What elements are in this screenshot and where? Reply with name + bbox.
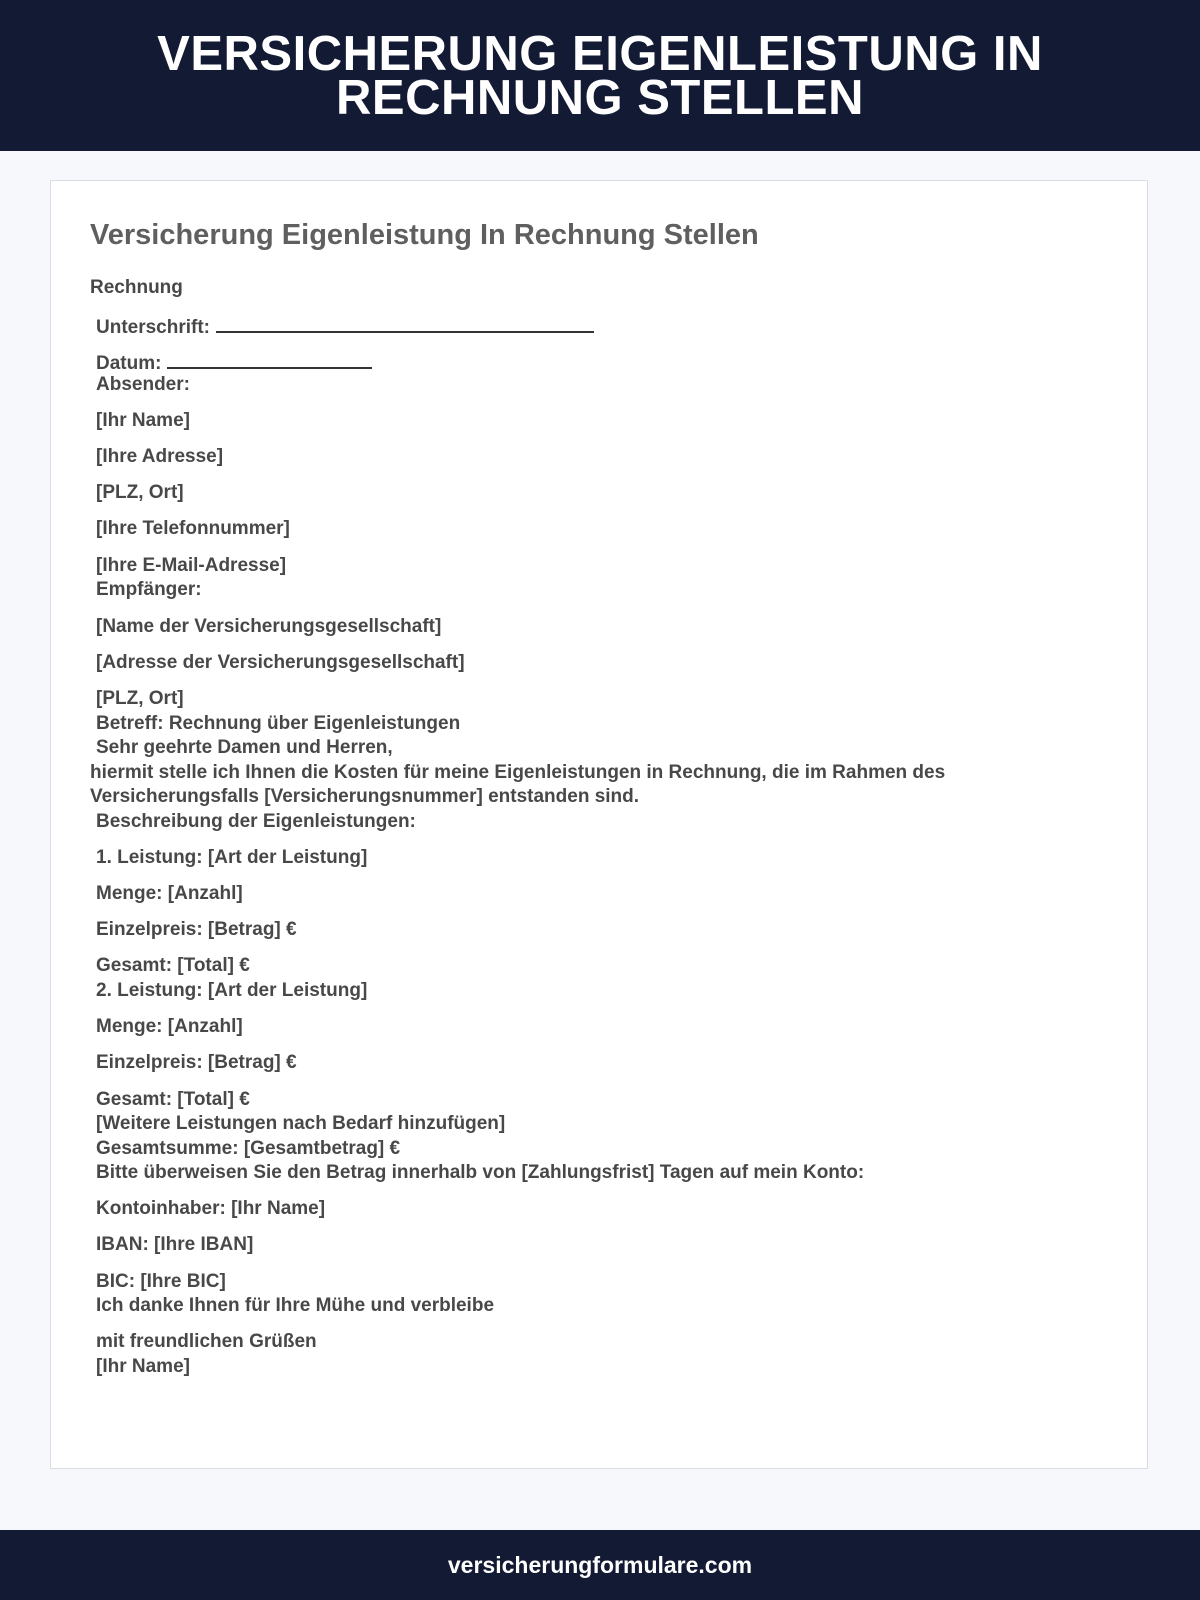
document-title: Versicherung Eigenleistung In Rechnung Stellen <box>90 219 759 251</box>
service-1-quantity: Menge: [Anzahl] <box>96 883 243 904</box>
service-2-quantity: Menge: [Anzahl] <box>96 1016 243 1037</box>
sender-phone: [Ihre Telefonnummer] <box>96 518 290 539</box>
recipient-zip-city: [PLZ, Ort] <box>96 688 184 709</box>
closing-thanks: Ich danke Ihnen für Ihre Mühe und verbleibe <box>96 1295 495 1316</box>
signature-blank <box>216 313 594 333</box>
service-2-unit-price: Einzelpreis: [Betrag] € <box>96 1052 297 1073</box>
date-line <box>96 349 372 375</box>
date-label: Datum: <box>96 353 162 374</box>
services-label: Beschreibung der Eigenleistungen: <box>96 811 416 832</box>
intro-line-2: Versicherungsfalls [Versicherungsnummer] entstanden sind. <box>90 786 640 807</box>
recipient-address: [Adresse der Versicherungsgesellschaft] <box>96 652 465 673</box>
service-2-name: 2. Leistung: [Art der Leistung] <box>96 980 368 1001</box>
grand-total: Gesamtsumme: [Gesamtbetrag] € <box>96 1138 401 1159</box>
sender-name: [Ihr Name] <box>96 410 190 431</box>
signature-line <box>96 313 594 339</box>
page-title: VERSICHERUNG EIGENLEISTUNG IN RECHNUNG STELLEN <box>157 26 1043 125</box>
date-blank <box>167 349 372 369</box>
footer-site: versicherungformulare.com <box>447 1551 753 1578</box>
bank-iban: IBAN: [Ihre IBAN] <box>96 1234 254 1255</box>
closing-name: [Ihr Name] <box>96 1356 190 1377</box>
recipient-name: [Name der Versicherungsgesellschaft] <box>96 616 442 637</box>
page-header <box>0 0 1200 151</box>
signature-label: Unterschrift: <box>96 317 211 338</box>
bank-holder: Kontoinhaber: [Ihr Name] <box>96 1198 326 1219</box>
payment-request: Bitte überweisen Sie den Betrag innerhalb von [Zahlungsfrist] Tagen auf mein Konto: <box>96 1162 865 1183</box>
intro-line-1: hiermit stelle ich Ihnen die Kosten für meine Eigenleistungen in Rechnung, die im Rahmen des <box>90 762 946 783</box>
sender-zip-city: [PLZ, Ort] <box>96 482 184 503</box>
service-1-total: Gesamt: [Total] € <box>96 955 250 976</box>
more-services: [Weitere Leistungen nach Bedarf hinzufügen] <box>96 1113 506 1134</box>
salutation: Sehr geehrte Damen und Herren, <box>96 737 393 758</box>
sender-email: [Ihre E-Mail-Adresse] <box>96 555 287 576</box>
sender-label: Absender: <box>96 374 190 395</box>
document-card <box>50 180 1148 1469</box>
service-2-total: Gesamt: [Total] € <box>96 1089 250 1110</box>
service-1-unit-price: Einzelpreis: [Betrag] € <box>96 919 297 940</box>
document-heading: Rechnung <box>90 277 183 298</box>
recipient-label: Empfänger: <box>96 579 202 600</box>
sender-address: [Ihre Adresse] <box>96 446 224 467</box>
service-1-name: 1. Leistung: [Art der Leistung] <box>96 847 368 868</box>
closing-greeting: mit freundlichen Grüßen <box>96 1331 317 1352</box>
subject-line: Betreff: Rechnung über Eigenleistungen <box>96 713 461 734</box>
page-footer <box>0 1530 1200 1600</box>
bank-bic: BIC: [Ihre BIC] <box>96 1271 226 1292</box>
